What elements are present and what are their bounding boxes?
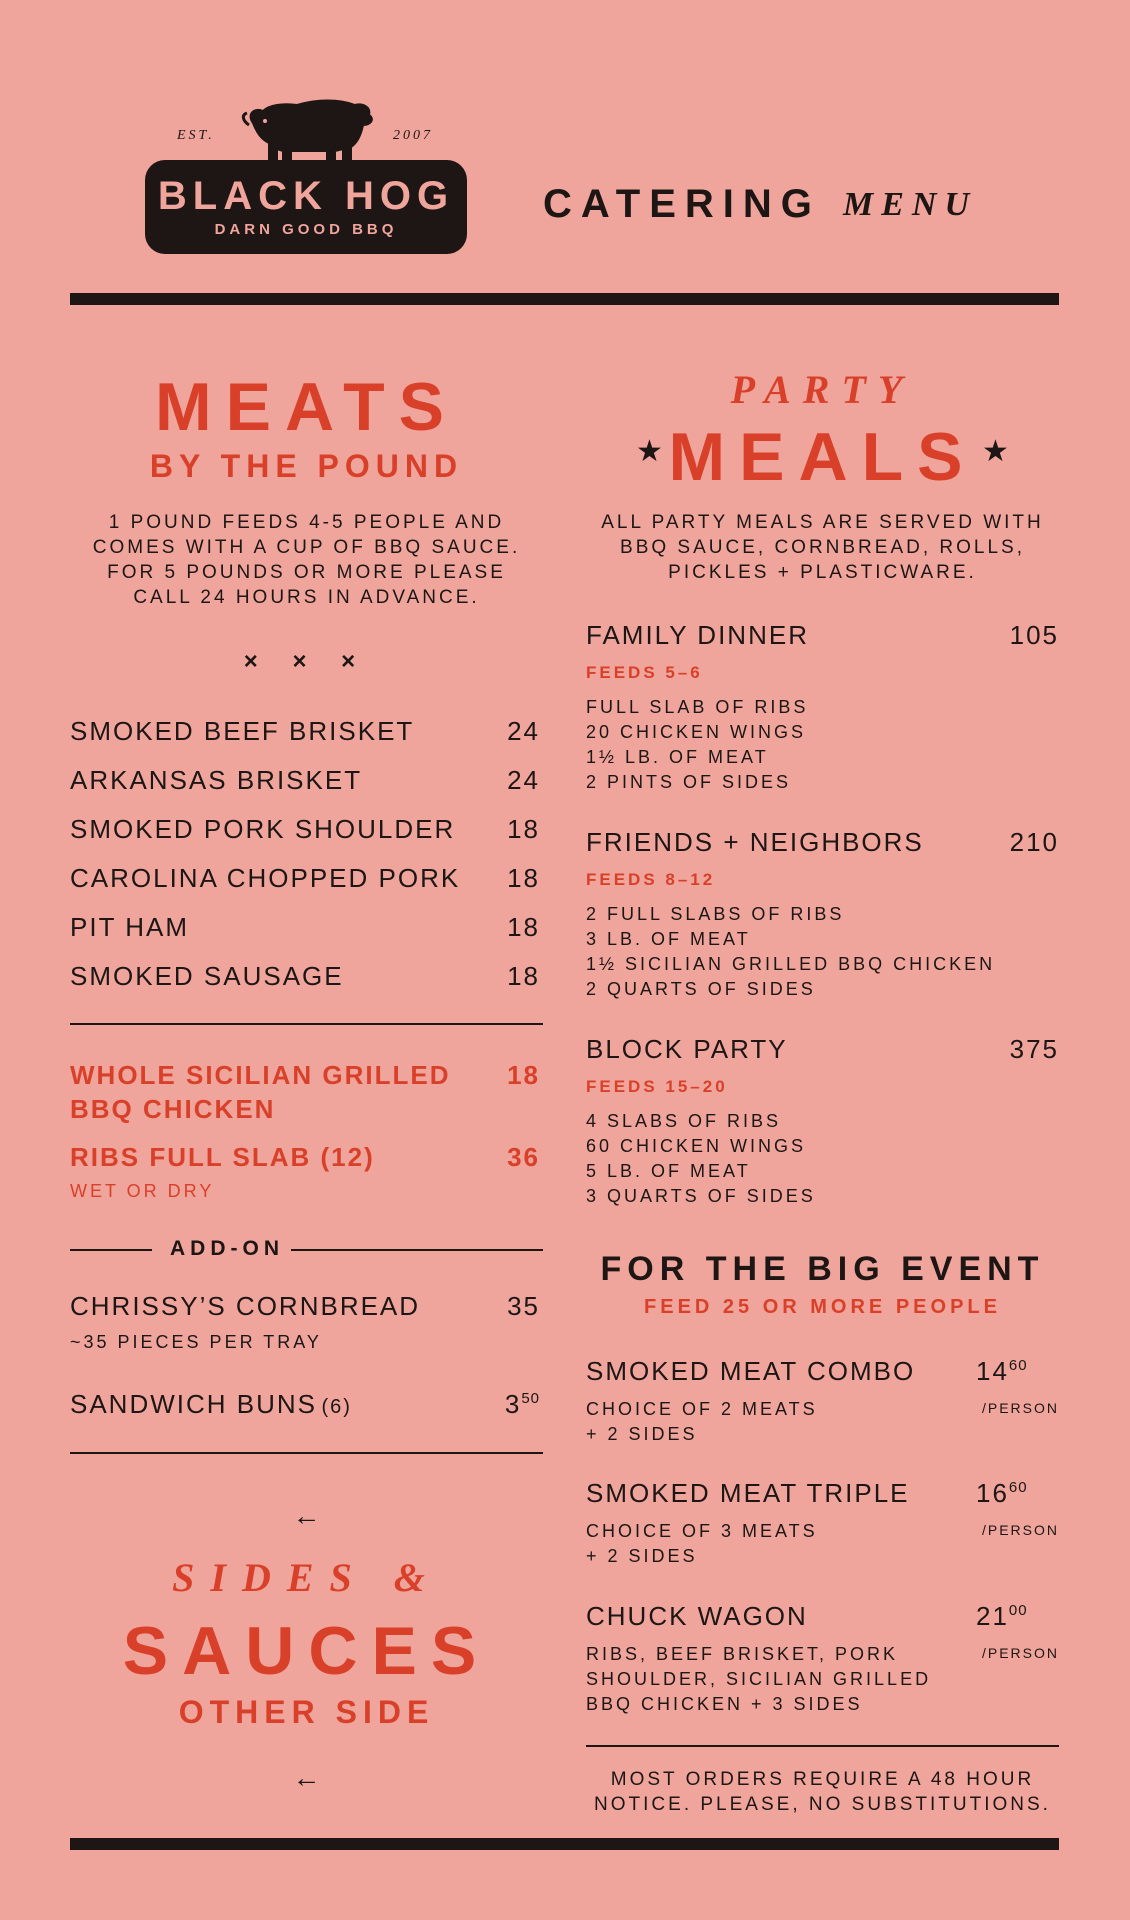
special-name: RIBS FULL SLAB (12) xyxy=(70,1142,375,1172)
arrow-left-icon: ← xyxy=(292,1500,321,1531)
meal-name: FAMILY DINNER xyxy=(586,620,809,650)
meal-price: 105 xyxy=(1009,620,1059,650)
list-item xyxy=(70,814,540,863)
big-event-title: FOR THE BIG EVENT xyxy=(600,1250,1045,1288)
list-item xyxy=(70,765,540,814)
meats-subtitle: BY THE POUND xyxy=(149,448,464,484)
arrow-left-icon: ← xyxy=(292,1762,321,1793)
price-dollars: 21 xyxy=(976,1601,1009,1631)
addon-label: ADD-ON xyxy=(170,1237,284,1260)
notice-line: MOST ORDERS REQUIRE A 48 HOUR xyxy=(610,1769,1035,1790)
meal-line: FULL SLAB OF RIBS xyxy=(586,697,809,717)
meal-family-dinner xyxy=(586,620,1059,795)
item-name: SANDWICH BUNS xyxy=(70,1389,318,1419)
orders-notice xyxy=(586,1767,1059,1817)
event-price xyxy=(976,1356,1028,1387)
event-price xyxy=(976,1478,1028,1509)
item-name: SMOKED BEEF BRISKET xyxy=(70,716,415,746)
meal-name: FRIENDS + NEIGHBORS xyxy=(586,827,924,857)
list-item xyxy=(70,961,540,1010)
meal-friends-neighbors xyxy=(586,827,1059,1002)
per-person-label: /PERSON xyxy=(981,1522,1059,1538)
item-price: 35 xyxy=(507,1291,540,1321)
meats-note xyxy=(70,510,543,610)
party-note-line: ALL PARTY MEALS ARE SERVED WITH xyxy=(601,512,1044,533)
per-person-label: /PERSON xyxy=(981,1400,1059,1416)
brand-tagline: DARN GOOD BBQ xyxy=(214,221,398,238)
addon-rule-left xyxy=(70,1249,152,1251)
meal-line: 1½ SICILIAN GRILLED BBQ CHICKEN xyxy=(586,954,996,974)
event-line: + 2 SIDES xyxy=(586,1424,698,1444)
meal-block-party xyxy=(586,1034,1059,1209)
item-qty: (6) xyxy=(321,1396,352,1418)
sides-line1: SIDES & xyxy=(172,1555,441,1600)
meal-feeds: FEEDS 15–20 xyxy=(586,1077,728,1096)
meal-line: 60 CHICKEN WINGS xyxy=(586,1136,807,1156)
event-line: SHOULDER, SICILIAN GRILLED xyxy=(586,1669,932,1689)
header-rule xyxy=(70,293,1059,305)
special-note: WET OR DRY xyxy=(70,1181,215,1201)
special-chicken xyxy=(70,1058,540,1126)
meal-price: 210 xyxy=(1009,827,1059,857)
black-hog-logo xyxy=(143,95,473,260)
meats-list xyxy=(70,716,540,1010)
party-note xyxy=(586,510,1059,585)
item-price: 18 xyxy=(507,814,540,844)
price-dollars: 16 xyxy=(976,1478,1009,1508)
item-price: 18 xyxy=(507,912,540,942)
special-price: 18 xyxy=(507,1060,540,1090)
meal-feeds: FEEDS 5–6 xyxy=(586,663,703,682)
item-price: 18 xyxy=(507,863,540,893)
footer-rule xyxy=(70,1838,1059,1850)
item-price xyxy=(505,1389,540,1420)
est-label: EST. xyxy=(177,128,215,143)
special-ribs xyxy=(70,1142,540,1202)
notice-line: NOTICE. PLEASE, NO SUBSTITUTIONS. xyxy=(594,1794,1051,1815)
item-name: PIT HAM xyxy=(70,912,189,942)
item-name: CAROLINA CHOPPED PORK xyxy=(70,863,461,893)
per-person-label: /PERSON xyxy=(981,1645,1059,1661)
addon-bottom-rule xyxy=(70,1452,543,1454)
item-name: SMOKED SAUSAGE xyxy=(70,961,344,991)
meal-line: 3 QUARTS OF SIDES xyxy=(586,1186,816,1206)
sides-line2: SAUCES xyxy=(122,1613,491,1689)
price-cents: 50 xyxy=(521,1390,540,1407)
list-item xyxy=(70,863,540,912)
item-price: 18 xyxy=(507,961,540,991)
catering-title: CATERING xyxy=(543,182,821,226)
meal-line: 2 FULL SLABS OF RIBS xyxy=(586,904,845,924)
special-name: BBQ CHICKEN xyxy=(70,1094,276,1124)
brand-name: BLACK HOG xyxy=(157,174,455,218)
sides-line3: OTHER SIDE xyxy=(178,1694,435,1730)
addon-buns xyxy=(70,1389,540,1420)
event-line: RIBS, BEEF BRISKET, PORK xyxy=(586,1644,899,1664)
star-icon: ★ xyxy=(982,435,1009,468)
addon-cornbread xyxy=(70,1291,540,1355)
list-item xyxy=(70,912,540,961)
meal-line: 2 PINTS OF SIDES xyxy=(586,772,792,792)
event-smoked-triple xyxy=(586,1478,1059,1569)
price-cents: 60 xyxy=(1008,1479,1028,1496)
x-divider: × × × xyxy=(243,648,370,675)
event-name: SMOKED MEAT TRIPLE xyxy=(586,1478,910,1508)
item-price: 24 xyxy=(507,716,540,746)
item-name: CHRISSY’S CORNBREAD xyxy=(70,1291,421,1321)
item-price: 24 xyxy=(507,765,540,795)
meats-note-line: CALL 24 HOURS IN ADVANCE. xyxy=(133,587,480,608)
event-line: BBQ CHICKEN + 3 SIDES xyxy=(586,1694,863,1714)
meal-line: 2 QUARTS OF SIDES xyxy=(586,979,816,999)
meal-price: 375 xyxy=(1009,1034,1059,1064)
meal-line: 4 SLABS OF RIBS xyxy=(586,1111,782,1131)
meal-line: 1½ LB. OF MEAT xyxy=(586,747,769,767)
meal-feeds: FEEDS 8–12 xyxy=(586,870,716,889)
price-dollars: 3 xyxy=(504,1389,522,1419)
meal-name: BLOCK PARTY xyxy=(586,1034,788,1064)
meats-rule xyxy=(70,1023,543,1025)
brand-badge xyxy=(145,160,467,254)
meats-note-line: COMES WITH A CUP OF BBQ SAUCE. xyxy=(92,537,521,558)
hog-icon xyxy=(239,95,379,165)
event-name: SMOKED MEAT COMBO xyxy=(586,1356,916,1386)
item-name: ARKANSAS BRISKET xyxy=(70,765,363,795)
meal-line: 3 LB. OF MEAT xyxy=(586,929,751,949)
meats-title: MEATS xyxy=(155,369,458,445)
big-event-subtitle: FEED 25 OR MORE PEOPLE xyxy=(644,1296,1001,1318)
menu-title: MENU xyxy=(843,186,978,223)
special-name: WHOLE SICILIAN GRILLED xyxy=(70,1060,451,1090)
meats-note-line: FOR 5 POUNDS OR MORE PLEASE xyxy=(107,562,506,583)
item-note: ~35 PIECES PER TRAY xyxy=(70,1332,322,1352)
event-smoked-combo xyxy=(586,1356,1059,1447)
event-line: + 2 SIDES xyxy=(586,1546,698,1566)
addon-rule-right xyxy=(291,1249,543,1251)
event-name: CHUCK WAGON xyxy=(586,1601,808,1631)
price-dollars: 14 xyxy=(976,1356,1009,1386)
event-price xyxy=(976,1601,1028,1632)
party-note-line: PICKLES + PLASTICWARE. xyxy=(668,562,977,583)
event-line: CHOICE OF 3 MEATS xyxy=(586,1521,818,1541)
price-cents: 00 xyxy=(1008,1602,1028,1619)
special-price: 36 xyxy=(507,1142,540,1172)
event-line: CHOICE OF 2 MEATS xyxy=(586,1399,818,1419)
price-cents: 60 xyxy=(1008,1357,1028,1374)
meal-line: 5 LB. OF MEAT xyxy=(586,1161,751,1181)
party-note-line: BBQ SAUCE, CORNBREAD, ROLLS, xyxy=(620,537,1025,558)
event-chuck-wagon xyxy=(586,1601,1059,1717)
item-name: SMOKED PORK SHOULDER xyxy=(70,814,456,844)
event-rule xyxy=(586,1745,1059,1747)
est-year: 2007 xyxy=(393,128,433,143)
meals-title: MEALS xyxy=(668,419,977,495)
meal-line: 20 CHICKEN WINGS xyxy=(586,722,807,742)
party-title: PARTY xyxy=(730,367,915,412)
list-item xyxy=(70,716,540,765)
meats-note-line: 1 POUND FEEDS 4-5 PEOPLE AND xyxy=(108,512,505,533)
star-icon: ★ xyxy=(636,435,663,468)
